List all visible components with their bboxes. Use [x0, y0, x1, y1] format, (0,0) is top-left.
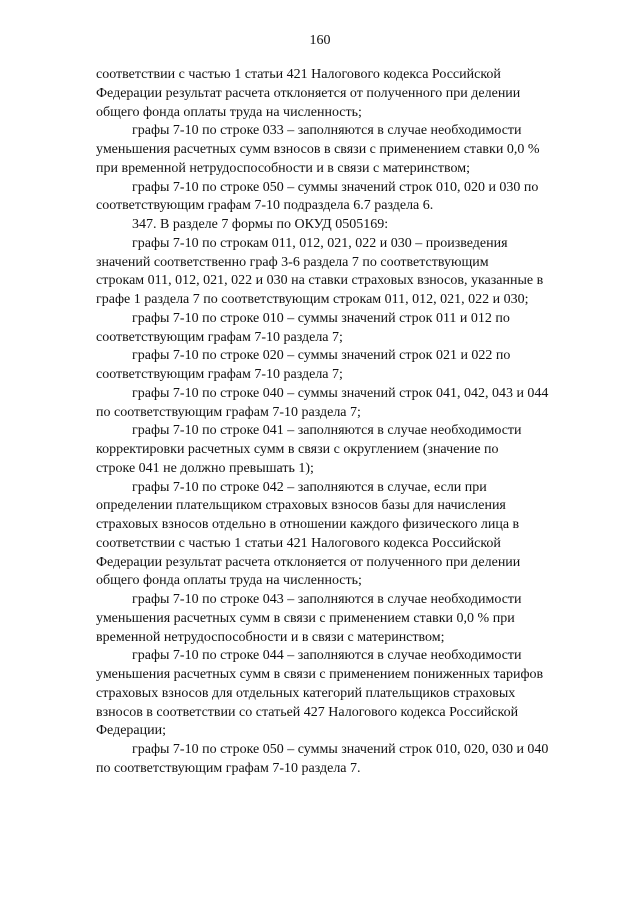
paragraph: графы 7-10 по строке 042 – заполняются в случае, если при определении плательщиком страховых взносов базы для начисления страховых взносов отдельно в отношении каждого физического лица в соответствии с частью 1 статьи 421 Налогового кодекса Российской Федерации результат расчета отклоняется от полученного при делении общего фонда оплаты труда на численность; [96, 479, 521, 589]
paragraph: графы 7-10 по строке 041 – заполняются в случае необходимости корректировки расчетных сумм в связи с округлением (значение по строке 041 не должно превышать 1); [96, 423, 522, 476]
paragraph: графы 7-10 по строке 040 – суммы значений строк 041, 042, 043 и 044 по соответствующим графам 7-10 раздела 7; [96, 385, 549, 420]
paragraph: графы 7-10 по строке 020 – суммы значений строк 021 и 022 по соответствующим графам 7-10 раздела 7; [96, 348, 511, 382]
paragraph-continuation: соответствии с частью 1 статьи 421 Налогового кодекса Российской Федерации результат расчета отклоняется от полученного при делении общего фонда оплаты труда на численность; [96, 67, 521, 120]
paragraph-item-347: 347. В разделе 7 формы по ОКУД 0505169: [132, 217, 389, 232]
paragraph: графы 7-10 по строке 050 – суммы значений строк 010, 020 и 030 по соответствующим графам 7-10 подраздела 6.7 раздела 6. [96, 179, 539, 214]
document-body [96, 66, 596, 779]
paragraph: графы 7-10 по строке 050 – суммы значений строк 010, 020, 030 и 040 по соответствующим графам 7-10 раздела 7. [96, 742, 549, 776]
paragraph: графы 7-10 по строке 044 – заполняются в случае необходимости уменьшения расчетных сумм в связи с применением пониженных тарифов страховых взносов для отдельных категорий плательщиков страховых взносов в соответствии со статьей 427 Налогового кодекса Российской Федерации; [96, 648, 544, 739]
paragraph: графы 7-10 по строке 043 – заполняются в случае необходимости уменьшения расчетных сумм в связи с применением ставки 0,0 % при временной нетрудоспособности и в связи с материнством; [96, 592, 522, 645]
paragraph: графы 7-10 по строке 010 – суммы значений строк 011 и 012 по соответствующим графам 7-10 раздела 7; [96, 310, 510, 345]
page-number: 160 [309, 33, 331, 48]
paragraph: графы 7-10 по строке 033 – заполняются в случае необходимости уменьшения расчетных сумм взносов в связи с применением ставки 0,0 % при временной нетрудоспособности и в связи с материнством; [96, 123, 540, 176]
paragraph: графы 7-10 по строкам 011, 012, 021, 022 и 030 – произведения значений соответственно граф 3-6 раздела 7 по соответствующим строкам 011, 012, 021, 022 и 030 на ставки страховых взносов, указанные в графе 1 раздела 7 по соответствующим строкам 011, 012, 021, 022 и 030; [96, 235, 544, 307]
